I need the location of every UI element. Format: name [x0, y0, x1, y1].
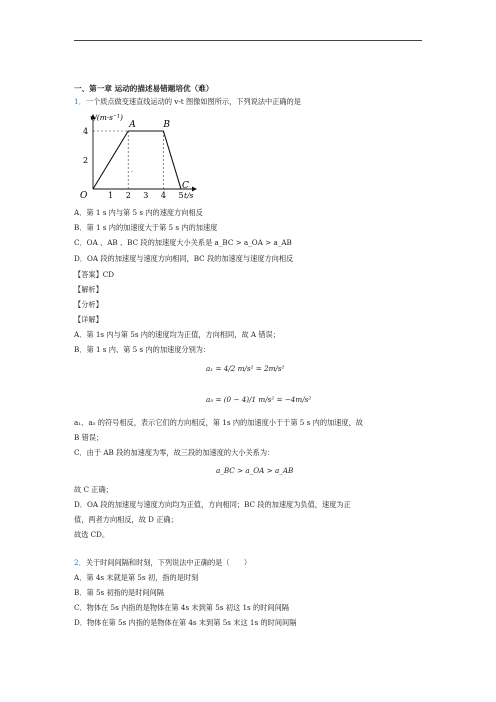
- q1-option-a: A．第 1 s 内与第 5 s 内的速度方向相反: [74, 208, 203, 217]
- formula-a5: a₅ = (0 − 4)/1 m/s² = −4m/s²: [206, 395, 312, 404]
- vt-graph: [74, 111, 204, 208]
- xiangjie-label: 【详解】: [74, 315, 103, 324]
- header-rule: [74, 40, 422, 41]
- y-tick-label: 4: [83, 127, 89, 136]
- question-2-text: 关于时间间隔和时刻，下列说法中正确的是（ ）: [85, 558, 252, 567]
- q2-option-a: A．第 4s 末就是第 5s 初，指的是时刻: [74, 573, 199, 582]
- x-tick-label: 3: [143, 191, 149, 200]
- question-2-number: 2．: [74, 558, 86, 567]
- x-tick-label: 1: [108, 191, 114, 200]
- fenxi-label: 【分析】: [74, 300, 103, 309]
- jiexi-label: 【解析】: [74, 285, 103, 294]
- answer-label: 【答案】CD: [74, 270, 115, 279]
- y-tick-label: 2: [83, 156, 89, 165]
- x-tick-label: 2: [125, 191, 131, 200]
- y-axis-label: v/(m·s⁻¹): [90, 113, 123, 122]
- x-tick-label: 4: [160, 191, 166, 200]
- section-title: 一、第一章 运动的描述易错题培优（难）: [74, 84, 214, 93]
- point-label-c: C: [182, 181, 189, 191]
- dot-mark: ·: [131, 169, 133, 176]
- q1-option-d: D．OA 段的加速度与速度方向相同，BC 段的加速度与速度方向相反: [74, 254, 294, 263]
- question-1-stem: [74, 97, 301, 106]
- q2-option-d: D．物体在第 5s 内指的是物体在第 4s 末到第 5s 末这 1s 的时间间隔: [74, 618, 297, 627]
- explanation-b2-line1: a₁、a₅ 的符号相反，表示它们的方向相反，第 1s 内的加速度小于于第 5 s 内的加速度，故: [74, 418, 363, 427]
- explanation-d-line2: 值，两者方向相反，故 D 正确；: [74, 515, 178, 524]
- q2-option-c: C．物体在 5s 内指的是物体在第 4s 末到第 5s 初这 1s 的时间间隔: [74, 603, 289, 612]
- explanation-a: A．第 1s 内与第 5s 内的速度均为正值，方向相同，故 A 错误；: [74, 330, 280, 339]
- question-1-text: 一个质点做变速直线运动的 v-t 图像如图所示，下列说法中正确的是: [85, 97, 301, 106]
- q1-option-c: C．OA 、AB 、BC 段的加速度大小关系是 a_BC > a_OA > a_AB: [74, 238, 292, 247]
- q1-option-b: B．第 1 s 内的加速度大于第 5 s 内的加速度: [74, 223, 218, 232]
- explanation-c2: 故 C 正确；: [74, 485, 113, 494]
- formula-a1: a₁ = 4/2 m/s² = 2m/s²: [206, 364, 285, 373]
- formula-relation: a_BC > a_OA > a_AB: [216, 466, 294, 475]
- explanation-b2-line2: B 错误；: [74, 433, 104, 442]
- point-label-a: A: [129, 120, 136, 130]
- x-axis-label: t/s: [184, 191, 194, 200]
- point-label-o: O: [80, 191, 88, 201]
- point-label-b: B: [163, 120, 171, 130]
- conclusion: 故选 CD。: [74, 530, 110, 539]
- explanation-b: B．第 1 s 内、第 5 s 内的加速度分别为：: [74, 345, 211, 354]
- x-tick-label: 5: [178, 191, 184, 200]
- question-2-stem: [74, 558, 251, 567]
- velocity-line: [93, 131, 181, 189]
- explanation-c: C．由于 AB 段的加速度为零，故三段的加速度的大小关系为：: [74, 448, 275, 457]
- q2-option-b: B．第 5s 初指的是时间间隔: [74, 588, 164, 597]
- question-1-number: 1．: [74, 97, 86, 106]
- explanation-d-line1: D．OA 段的加速度与速度方向均为正值，方向相同；BC 段的加速度为负值，速度为正: [74, 500, 351, 509]
